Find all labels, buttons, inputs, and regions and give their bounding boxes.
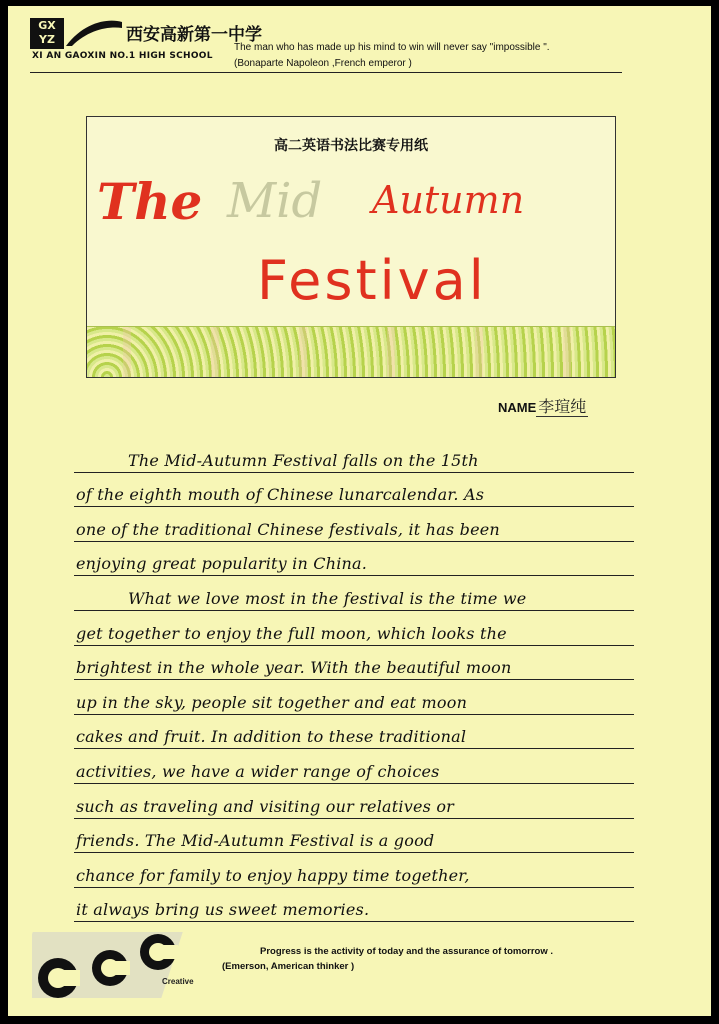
essay-line-text: friends. The Mid-Autumn Festival is a good (76, 831, 435, 851)
essay-line (74, 576, 634, 611)
footer-quote-author: (Emerson, American thinker ) (222, 961, 355, 972)
title-word-autumn: Autumn (372, 178, 525, 222)
essay-line-text: it always bring us sweet memories. (76, 900, 370, 920)
title-word-mid: Mid (227, 173, 323, 229)
title-box (86, 116, 616, 378)
essay-line (74, 438, 634, 473)
essay-line (74, 749, 634, 784)
swoosh-icon (64, 18, 124, 48)
gxyz-logo-mark: GX YZ (30, 18, 64, 49)
essay-line-text: cakes and fruit. In addition to these traditional (76, 727, 467, 747)
essay-line (74, 680, 634, 715)
essay-line (74, 542, 634, 577)
name-field (498, 394, 588, 417)
name-label: NAME (498, 400, 537, 415)
essay-line-text: one of the traditional Chinese festivals, it has been (76, 519, 500, 539)
essay-line (74, 784, 634, 819)
title-artwork (87, 147, 614, 327)
header-quote-text: The man who has made up his mind to win will never say "impossible ". (234, 42, 550, 53)
essay-line (74, 853, 634, 888)
essay-line-text: What we love most in the festival is the time we (128, 588, 527, 608)
essay-line-text: brightest in the whole year. With the beautiful moon (76, 658, 512, 678)
essay-line (74, 646, 634, 681)
header-quote (234, 40, 654, 72)
contest-label: 高二英语书法比赛专用纸 (274, 138, 428, 154)
school-name-chinese: 西安高新第一中学 (126, 25, 262, 45)
footer-quote-text: Progress is the activity of today and the assurance of tomorrow . (260, 946, 553, 957)
essay-line-text: activities, we have a wider range of choices (76, 761, 440, 781)
essay-body (74, 438, 634, 922)
essay-line (74, 715, 634, 750)
creative-logo (32, 922, 202, 1002)
title-word-festival: Festival (257, 249, 487, 312)
calligraphy-paper (8, 6, 711, 1016)
essay-line-text: chance for family to enjoy happy time together, (76, 865, 470, 885)
creative-logo-text: Creative (162, 977, 194, 986)
essay-line-text: of the eighth mouth of Chinese lunarcalendar. As (76, 485, 485, 505)
essay-line (74, 507, 634, 542)
header-quote-author: (Bonaparte Napoleon ,French emperor ) (234, 58, 412, 69)
essay-line-text: get together to enjoy the full moon, which looks the (76, 623, 507, 643)
school-name-english: XI AN GAOXIN NO.1 HIGH SCHOOL (32, 51, 213, 61)
school-logo (30, 18, 262, 64)
name-value: 李瑄纯 (538, 397, 587, 416)
title-word-the: The (97, 172, 203, 231)
essay-line (74, 611, 634, 646)
essay-line-text: The Mid-Autumn Festival falls on the 15th (128, 450, 479, 470)
decorative-wave-border (87, 326, 615, 377)
footer-quote (218, 944, 658, 974)
header-divider (30, 72, 622, 73)
essay-line-text: enjoying great popularity in China. (76, 554, 368, 574)
essay-line-text: up in the sky, people sit together and eat moon (76, 692, 468, 712)
essay-line (74, 473, 634, 508)
essay-line (74, 819, 634, 854)
essay-line-text: such as traveling and visiting our relatives or (76, 796, 455, 816)
essay-line (74, 888, 634, 923)
